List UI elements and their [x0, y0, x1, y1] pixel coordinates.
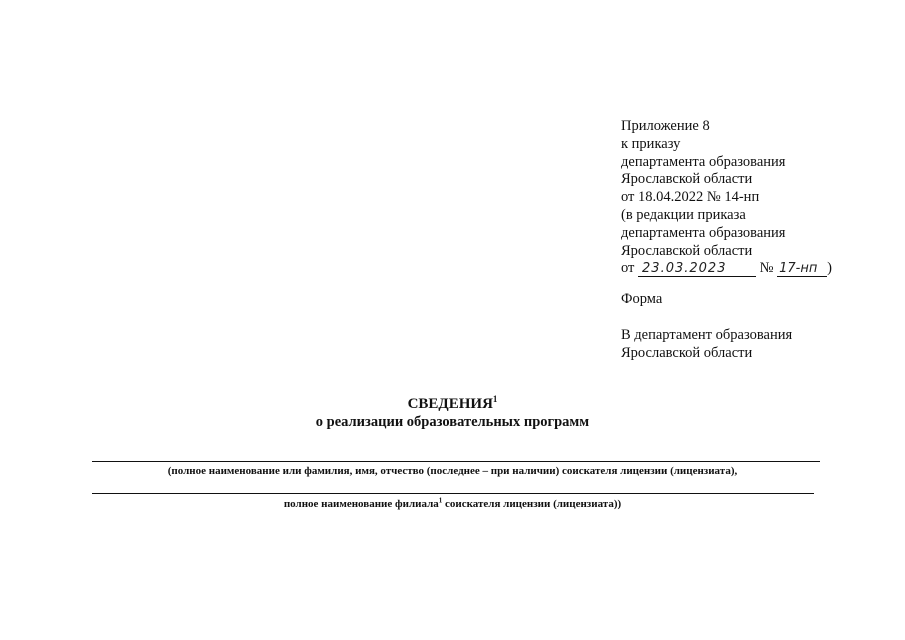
approval-line-5: от 18.04.2022 № 14-нп: [621, 189, 760, 206]
branch-caption-end: соискателя лицензии (лицензиата)): [442, 498, 622, 510]
approval-line-4: Ярославской области: [621, 171, 753, 188]
branch-caption-start: полное наименование филиала: [283, 498, 439, 510]
handwritten-date: 23.03.2023: [638, 262, 756, 277]
title-text: СВЕДЕНИЯ: [407, 396, 493, 412]
document-subtitle: о реализации образовательных программ: [315, 414, 590, 430]
branch-caption: [0, 497, 905, 511]
form-label: Форма: [621, 291, 663, 307]
addressee-block: [621, 327, 792, 363]
title-footnote-mark: 1: [492, 394, 498, 404]
number-sign: №: [759, 260, 774, 277]
document-title: [0, 395, 905, 413]
amendment-close: ): [827, 260, 832, 277]
approval-line-3: департамента образования: [621, 153, 786, 170]
approval-line-2: к приказу: [621, 135, 681, 152]
approval-line-6: (в редакции приказа: [621, 206, 746, 223]
amendment-prefix: от: [621, 260, 635, 277]
approval-line-8: Ярославской области: [621, 242, 753, 259]
addressee-line-2: Ярославской области: [621, 344, 753, 361]
branch-footnote-mark: 1: [438, 496, 443, 505]
branch-fill-line: [92, 493, 814, 494]
handwritten-number: 17-нп: [777, 262, 827, 277]
amendment-row: [621, 260, 861, 278]
applicant-fill-line: [92, 461, 820, 462]
approval-block: [621, 118, 861, 278]
applicant-caption: (полное наименование или фамилия, имя, отчество (последнее – при наличии) соискателя лицензии (лицензиата),: [167, 465, 738, 477]
approval-line-1: Приложение 8: [621, 118, 710, 134]
addressee-line-1: В департамент образования: [621, 327, 793, 343]
approval-line-7: департамента образования: [621, 224, 786, 241]
